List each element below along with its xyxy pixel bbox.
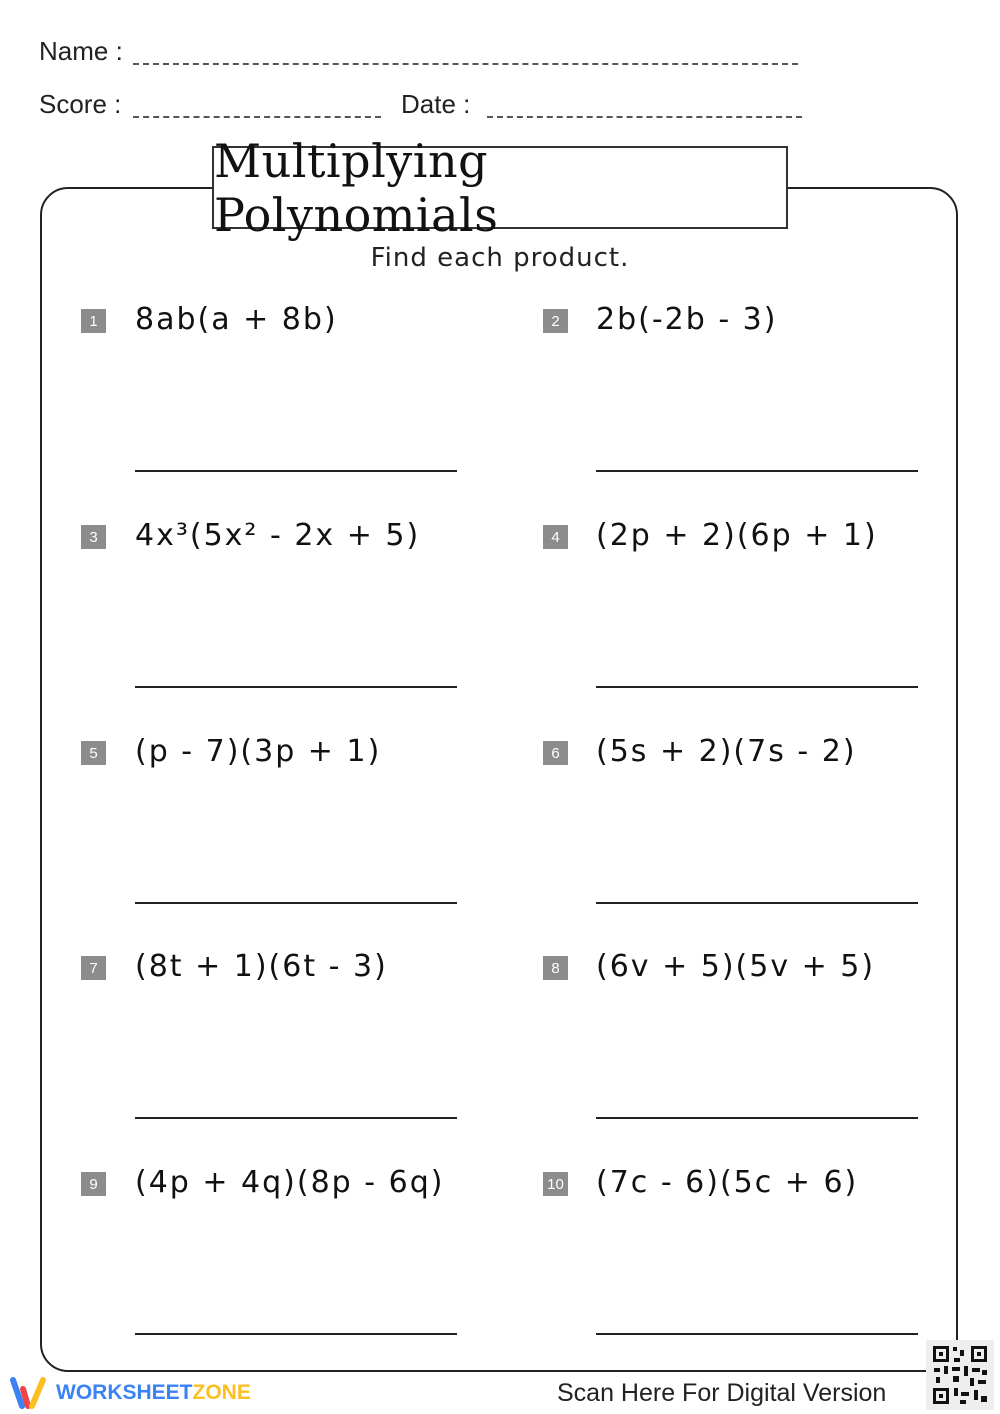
score-label: Score : bbox=[39, 89, 122, 119]
answer-line[interactable] bbox=[596, 1117, 918, 1119]
problem-number-badge: 8 bbox=[543, 956, 568, 980]
worksheet-zone-logo bbox=[10, 1377, 251, 1409]
problem-expression: 2b(-2b - 3) bbox=[596, 302, 778, 337]
score-field[interactable] bbox=[133, 116, 381, 118]
problem-number-badge: 1 bbox=[81, 309, 106, 333]
name-label: Name : bbox=[39, 36, 123, 66]
date-label: Date : bbox=[401, 89, 471, 119]
problem-expression: (p - 7)(3p + 1) bbox=[135, 734, 382, 769]
problem-number-badge: 2 bbox=[543, 309, 568, 333]
problem-expression: (7c - 6)(5c + 6) bbox=[596, 1165, 859, 1200]
problem-number-badge: 5 bbox=[81, 741, 106, 765]
brand-zone: ZONE bbox=[192, 1381, 251, 1404]
scan-text: Scan Here For Digital Version bbox=[557, 1379, 887, 1407]
name-field[interactable] bbox=[133, 63, 798, 65]
answer-line[interactable] bbox=[596, 902, 918, 904]
answer-line[interactable] bbox=[135, 1333, 457, 1335]
brand-worksheet: WORKSHEET bbox=[56, 1381, 193, 1404]
logo-icon bbox=[10, 1377, 50, 1409]
answer-line[interactable] bbox=[596, 1333, 918, 1335]
answer-line[interactable] bbox=[135, 470, 457, 472]
problem-expression: (2p + 2)(6p + 1) bbox=[596, 518, 878, 553]
problem-expression: (4p + 4q)(8p - 6q) bbox=[135, 1165, 445, 1200]
problem-number-badge: 9 bbox=[81, 1172, 106, 1196]
answer-line[interactable] bbox=[135, 902, 457, 904]
problem-number-badge: 10 bbox=[543, 1172, 568, 1196]
problem-expression: (8t + 1)(6t - 3) bbox=[135, 949, 388, 984]
answer-line[interactable] bbox=[135, 1117, 457, 1119]
problem-expression: (6v + 5)(5v + 5) bbox=[596, 949, 876, 984]
problem-number-badge: 3 bbox=[81, 525, 106, 549]
qr-code-icon[interactable] bbox=[926, 1340, 994, 1410]
worksheet-title: Multiplying Polynomials bbox=[212, 146, 788, 229]
instructions: Find each product. bbox=[370, 243, 630, 273]
date-field[interactable] bbox=[487, 116, 802, 118]
problem-expression: 8ab(a + 8b) bbox=[135, 302, 338, 337]
problem-number-badge: 4 bbox=[543, 525, 568, 549]
problem-expression: (5s + 2)(7s - 2) bbox=[596, 734, 857, 769]
answer-line[interactable] bbox=[135, 686, 457, 688]
problem-expression: 4x³(5x² - 2x + 5) bbox=[135, 518, 421, 553]
problem-number-badge: 6 bbox=[543, 741, 568, 765]
problem-number-badge: 7 bbox=[81, 956, 106, 980]
answer-line[interactable] bbox=[596, 470, 918, 472]
answer-line[interactable] bbox=[596, 686, 918, 688]
